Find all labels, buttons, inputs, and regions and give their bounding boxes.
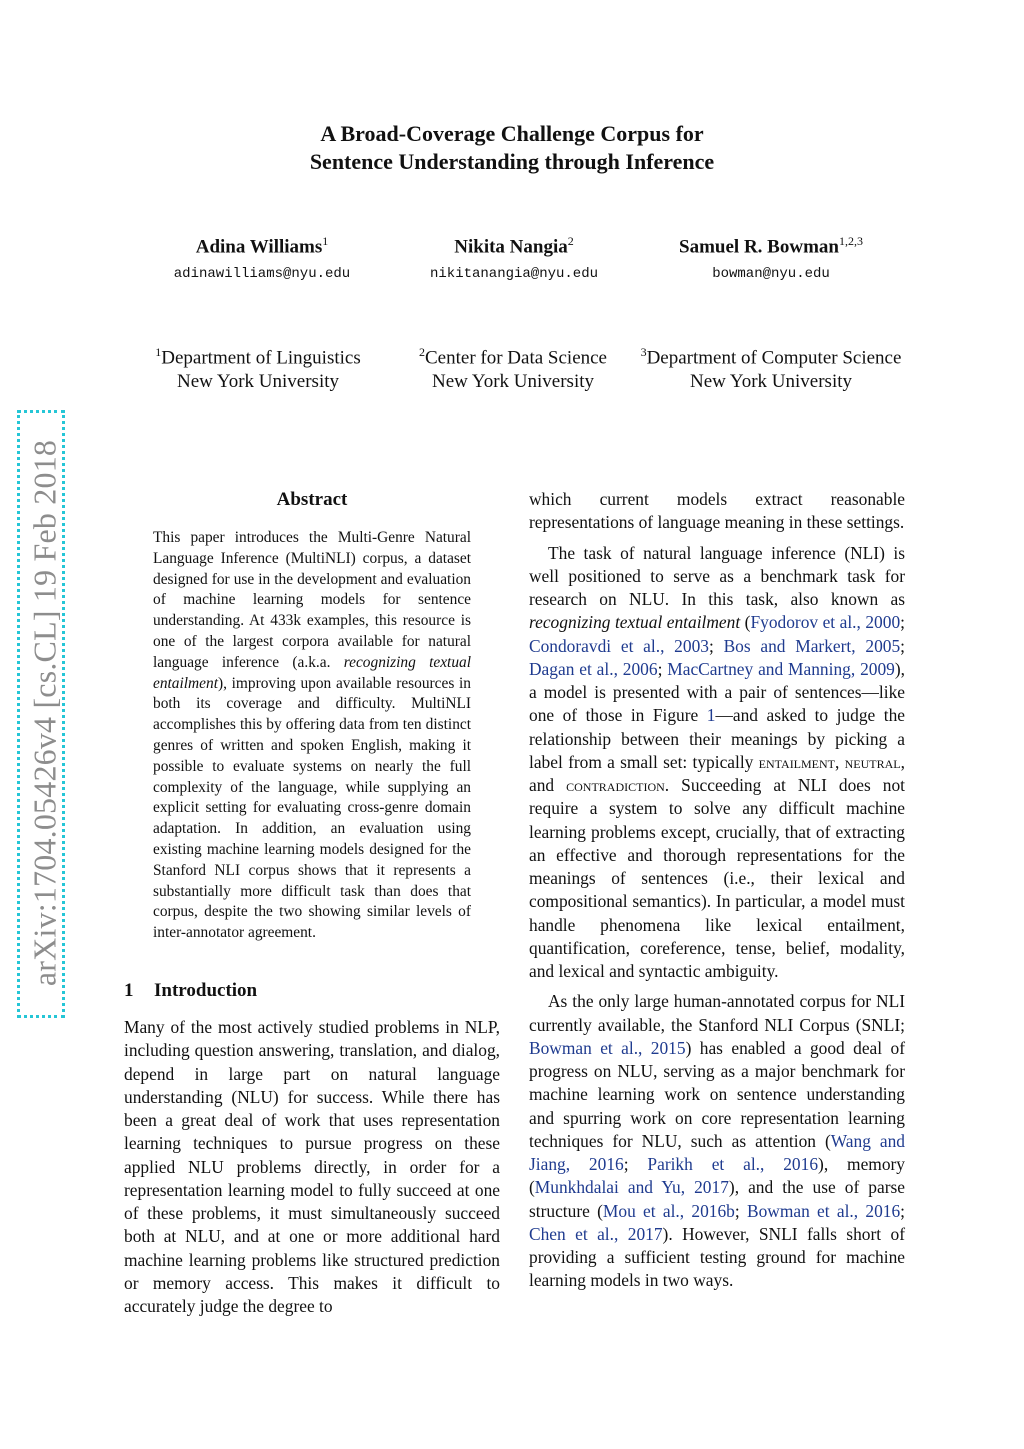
affil-univ: New York University bbox=[689, 371, 853, 393]
label-entailment: entailment bbox=[758, 751, 836, 772]
citation-link[interactable]: Dagan et al., 2006 bbox=[529, 658, 658, 679]
citation-link[interactable]: Bos and Markert, 2005 bbox=[723, 635, 901, 656]
author-affil-sup: 2 bbox=[567, 234, 574, 248]
citation-link[interactable]: Bowman et al., 2016 bbox=[746, 1200, 901, 1221]
author-name: Nikita Nangia bbox=[454, 236, 568, 258]
affil-sup: 2 bbox=[419, 345, 425, 359]
affil-sup: 3 bbox=[640, 345, 647, 359]
intro-paragraph-2: The task of natural language inference (NLI) is well positioned to serve as a benchmark task for research on NLU. In this task, also known as recognizing textual entailment (Fyodorov et al., 2000; Condoravdi et al., 2003; Bos and Markert, 2005; Dagan et al., 2006; MacCartney and Manning, 2009), a model is presented with a pair of sentences—like one of those in Figure 1—and asked to judge the relationship between their meanings by picking a label from a small set: typically entailment, neutral, and contradiction. Succeeding at NLI does not require a system to solve any difficult machine learning problems except, crucially, that of extracting an effective and thorough representations for the meanings of sentences (i.e., their lexical and compositional semantics). In particular, a model must handle phenomena like lexical entailment, quantification, coreference, tense, belief, modality, and lexical and syntactic ambiguity. bbox=[529, 542, 905, 981]
author-email: adinawilliams@nyu.edu bbox=[173, 266, 351, 283]
affil-sup: 1 bbox=[155, 345, 162, 359]
citation-link[interactable]: Parikh et al., 2016 bbox=[647, 1154, 819, 1174]
affil-dept: Department of Linguistics bbox=[161, 347, 361, 369]
author-2 bbox=[364, 228, 664, 286]
citation-link[interactable]: Condoravdi et al., 2003 bbox=[529, 635, 709, 656]
citation-link[interactable]: Chen et al., 2017 bbox=[529, 1223, 663, 1244]
label-contradiction: contradiction bbox=[566, 775, 665, 795]
arxiv-identifier: arXiv:1704.05426v4 [cs.CL] 19 Feb 2018 bbox=[26, 439, 63, 987]
intro-paragraph-1: Many of the most actively studied problems in NLP, including question answering, translation, and dialog, depend in large part on natural language understanding (NLU) for success. While there has been a great deal of work that uses representation learning techniques to pursue progress on these applied NLU problems directly, in order for a representation learning model to fully succeed at one of these problems, it must simultaneously succeed both at NLU, and at one or more additional hard machine learning problems like structured prediction or memory access. This makes it difficult to accurately judge the degree to bbox=[124, 1017, 500, 1316]
citation-link[interactable]: Munkhdalai and Yu, 2017 bbox=[534, 1177, 729, 1198]
label-neutral: neutral bbox=[844, 751, 901, 772]
title-line-2: Sentence Understanding through Inference bbox=[309, 149, 715, 174]
affil-dept: Center for Data Science bbox=[425, 347, 607, 369]
intro-paragraph-3: As the only large human-annotated corpus for NLI currently available, the Stanford NLI Corpus (SNLI; Bowman et al., 2015) has enabled a good deal of progress on NLU, serving as a major benchmark for machine learning work on sentence understanding and spurring work on core representation learning techniques for NLU, such as attention (Wang and Jiang, 2016; Parikh et al., 2016), memory (Munkhdalai and Yu, 2017), and the use of parse structure (Mou et al., 2016b; Bowman et al., 2016; Chen et al., 2017). However, SNLI falls short of providing a sufficient testing ground for machine learning models in two ways. bbox=[529, 991, 906, 1291]
abstract-heading: Abstract bbox=[276, 489, 348, 510]
paper-title bbox=[0, 120, 1024, 176]
section-heading-introduction bbox=[124, 979, 257, 1003]
citation-link[interactable]: Wang and Jiang, 2016 bbox=[529, 1130, 906, 1174]
affil-univ: New York University bbox=[176, 371, 340, 393]
figure-reference-link[interactable]: 1 bbox=[706, 705, 716, 726]
intro-paragraph-1-continued: which current models extract reasonable representations of language meaning in these settings. bbox=[529, 489, 905, 533]
author-name: Adina Williams bbox=[195, 236, 323, 258]
affil-univ: New York University bbox=[431, 371, 595, 393]
affil-dept: Department of Computer Science bbox=[646, 347, 902, 369]
abstract-body: This paper introduces the Multi-Genre Natural Language Inference (MultiNLI) corpus, a dataset designed for use in the development and evaluation of machine learning models for sentence understanding. At 433k examples, this resource is one of the largest corpora available for natural language inference (a.k.a. recognizing textual entailment), improving upon available resources in both its coverage and difficulty. MultiNLI accomplishes this by offering data from ten distinct genres of written and spoken English, making it possible to evaluate systems on nearly the full complexity of the language, while supplying an explicit setting for evaluating cross-genre domain adaptation. In addition, an evaluation using existing machine learning models designed for the Stanford NLI corpus shows that it represents a substantially more difficult task than does that corpus, despite the two showing similar levels of inter-annotator agreement. bbox=[153, 529, 471, 942]
author-affil-sup: 1 bbox=[322, 234, 329, 248]
citation-link[interactable]: Mou et al., 2016b bbox=[602, 1200, 735, 1221]
citation-link[interactable]: MacCartney and Manning, 2009 bbox=[667, 658, 895, 679]
section-number: 1 bbox=[124, 980, 134, 1001]
affiliation-3 bbox=[611, 340, 931, 394]
right-column bbox=[529, 488, 905, 1293]
citation-link[interactable]: Bowman et al., 2015 bbox=[529, 1037, 686, 1058]
author-3 bbox=[621, 228, 921, 286]
author-email: bowman@nyu.edu bbox=[712, 266, 830, 283]
section-title: Introduction bbox=[154, 980, 258, 1001]
author-email: nikitanangia@nyu.edu bbox=[429, 266, 599, 283]
citation-link[interactable]: Fyodorov et al., 2000 bbox=[750, 612, 901, 633]
author-name: Samuel R. Bowman bbox=[679, 236, 839, 258]
title-line-1: A Broad-Coverage Challenge Corpus for bbox=[320, 121, 704, 146]
author-affil-sup: 1,2,3 bbox=[838, 234, 863, 248]
